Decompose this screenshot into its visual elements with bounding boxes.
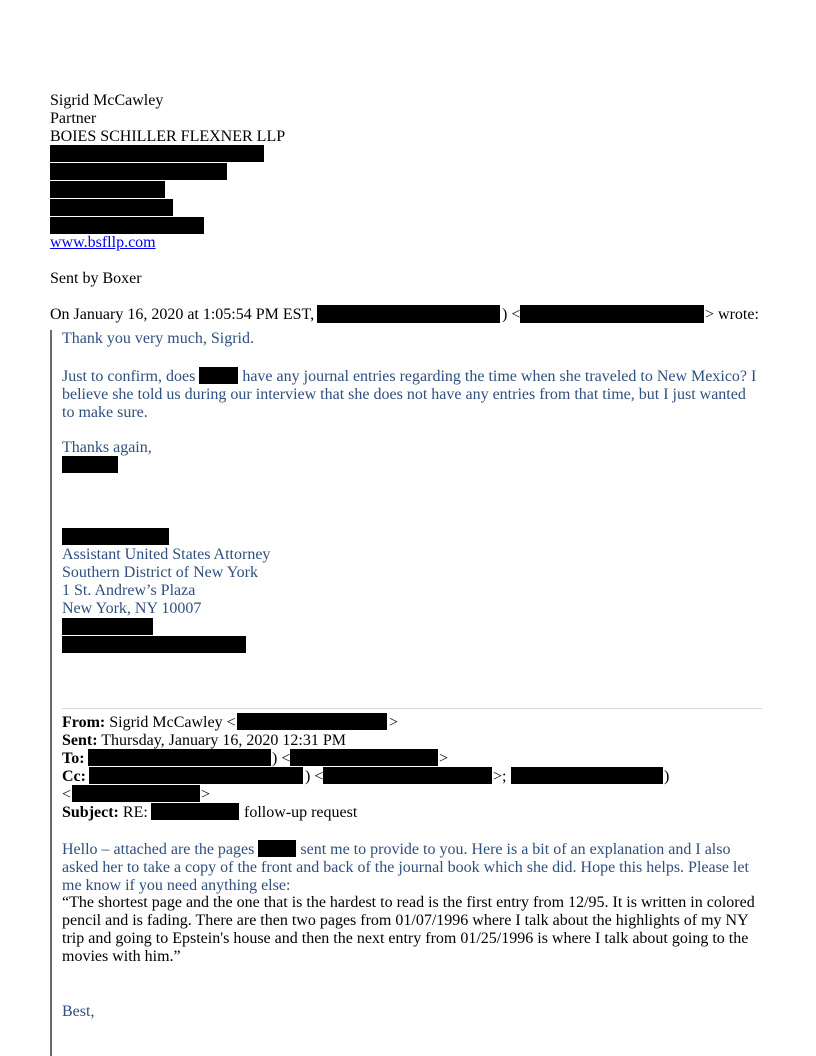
quoted-closing: Thanks again, [62, 439, 152, 456]
redaction-box [89, 767, 303, 784]
sent-value: Thursday, January 16, 2020 12:31 PM [101, 732, 346, 749]
from-line [62, 714, 236, 732]
quoted-greeting: Thank you very much, Sigrid. [62, 330, 254, 347]
redaction-box [151, 803, 239, 820]
signature-firm: BOIES SCHILLER FLEXNER LLP [50, 128, 286, 145]
journal-quote: “The shortest page and the one that is the hardest to read is the first entry from 12/95. It is written in colored pencil and is fading. There are then two pages from 01/07/1996 where I talk about the highlights of my NY trip and going to Epstein's house and then the next entry from 01/25/1996 is where I talk about going to the movies with him.” [62, 894, 755, 965]
redaction-box [50, 217, 204, 234]
cc-lt: < [62, 786, 72, 803]
cc-sep: >; [493, 768, 507, 785]
subject-line [62, 804, 148, 822]
redaction-box [62, 636, 246, 653]
cc-line [62, 768, 86, 786]
from-label: From: [62, 714, 106, 731]
signature-title: Partner [50, 110, 97, 127]
reply-header-mid: ) < [502, 306, 521, 323]
redaction-box [323, 767, 492, 784]
cc-gt: > [201, 786, 211, 803]
forwarded-body [62, 840, 762, 895]
to-label: To: [62, 750, 85, 767]
quoted-body-start: Just to confirm, does [62, 368, 196, 385]
subject-suffix: follow-up request [244, 804, 358, 821]
redaction-box [50, 199, 173, 216]
redaction-box [50, 181, 165, 198]
to-line [62, 750, 85, 768]
sent-by-line: Sent by Boxer [50, 270, 142, 287]
to-end: > [439, 750, 449, 767]
redaction-box [72, 785, 200, 802]
from-value: Sigrid McCawley < [109, 714, 236, 731]
redaction-box [511, 767, 663, 784]
forwarded-body-start: Hello – attached are the pages [62, 841, 255, 858]
redaction-box [237, 713, 387, 730]
redaction-box [317, 305, 500, 323]
sent-line [62, 732, 346, 750]
redaction-box [290, 749, 438, 766]
redaction-box [88, 749, 271, 766]
to-mid: ) < [272, 750, 291, 767]
redaction-box [62, 456, 118, 473]
forwarded-body-rest: sent me to provide to you. Here is a bit of an explanation and I also asked her to take a copy of the front and back of the journal book which she did. Hope this helps. Please let me know if you need anything else: [62, 841, 749, 894]
redaction-box [199, 367, 238, 384]
redaction-box [50, 163, 227, 180]
quoted-body-rest: have any journal entries regarding the time when she traveled to New Mexico? I believe she told us during our interview that she does not have any entries from that time, but I just wanted to make sure. [62, 368, 757, 421]
reply-header-suffix: > wrote: [705, 306, 759, 323]
quoted-sig-line: 1 St. Andrew’s Plaza [62, 582, 196, 599]
quoted-sig-line: New York, NY 10007 [62, 600, 202, 617]
redaction-box [258, 840, 296, 857]
sent-label: Sent: [62, 732, 98, 749]
redaction-box [50, 145, 264, 162]
reply-header-prefix: On January 16, 2020 at 1:05:54 PM EST, [50, 306, 315, 323]
from-end: > [389, 714, 399, 731]
forwarded-closing: Best, [62, 1003, 95, 1020]
cc-mid: ) < [305, 768, 324, 785]
reply-header [50, 306, 314, 324]
signature-name: Sigrid McCawley [50, 92, 164, 109]
quote-bar [50, 330, 52, 1056]
website-link[interactable]: www.bsfllp.com [50, 234, 156, 251]
quoted-sig-line: Southern District of New York [62, 564, 258, 581]
message-divider [62, 708, 762, 709]
quoted-sig-line: Assistant United States Attorney [62, 546, 271, 563]
redaction-box [520, 305, 704, 323]
subject-label: Subject: [62, 804, 119, 821]
quoted-body [62, 367, 762, 422]
subject-prefix: RE: [122, 804, 148, 821]
cc-close: ) [664, 768, 670, 785]
redaction-box [62, 528, 169, 545]
cc-label: Cc: [62, 768, 86, 785]
redaction-box [62, 618, 153, 635]
